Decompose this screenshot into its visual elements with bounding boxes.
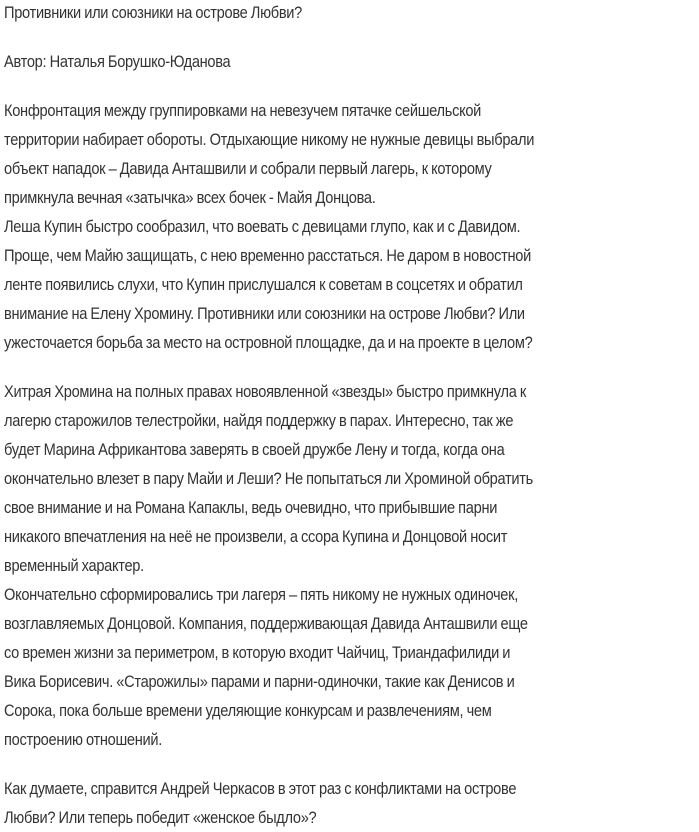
paragraph-line: примкнула вечная «затычка» всех бочек - Майя Донцова.: [4, 188, 376, 207]
paragraph-line: Конфронтация между группировками на невезучем пятачке сейшельской: [4, 101, 482, 120]
article-title: Противники или союзники на острове Любви?: [4, 3, 302, 22]
article-author: Автор: Наталья Борушко-Юданова: [4, 52, 231, 71]
paragraph-line: Сорока, пока больше времени уделяющие конкурсам и развлечениям, чем: [4, 701, 492, 720]
spacer: [4, 27, 699, 47]
paragraph-line: объект нападок – Давида Анташвили и собрали первый лагерь, к которому: [4, 159, 492, 178]
paragraph-line: территории набирает обороты. Отдыхающие никому не нужные девицы выбрали: [4, 130, 535, 149]
paragraph-line: Вика Борисевич. «Старожилы» парами и парни-одиночки, такие как Денисов и: [4, 672, 515, 691]
paragraph-line: никакого впечатления на неё не произвели, а ссора Купина и Донцовой носит: [4, 527, 508, 546]
spacer: [4, 754, 699, 774]
paragraph-line: окончательно влезет в пару Майи и Леши? Не попытаться ли Хроминой обратить: [4, 469, 533, 488]
spacer: [4, 76, 699, 96]
paragraph-line: ужесточается борьба за место на островной площадке, да и на проекте в целом?: [4, 333, 533, 352]
paragraph-2: [4, 377, 699, 754]
paragraph-1: [4, 96, 699, 357]
paragraph-line: внимание на Елену Хромину. Противники или союзники на острове Любви? Или: [4, 304, 525, 323]
paragraph-line: будет Марина Африкантова заверять в своей дружбе Лену и тогда, когда она: [4, 440, 505, 459]
paragraph-line: временный характер.: [4, 556, 144, 575]
paragraph-line: свое внимание и на Романа Капаклы, ведь очевидно, что прибывшие парни: [4, 498, 498, 517]
spacer: [4, 357, 699, 377]
paragraph-line: лагерю старожилов телестройки, найдя поддержку в парах. Интересно, так же: [4, 411, 514, 430]
paragraph-line: Окончательно сформировались три лагеря – пять никому не нужных одиночек,: [4, 585, 518, 604]
paragraph-line: Как думаете, справится Андрей Черкасов в этот раз с конфликтами на острове: [4, 779, 517, 798]
paragraph-line: ленте появились слухи, что Купин прислушался к советам в соцсетях и обратил: [4, 275, 523, 294]
paragraph-line: со времен жизни за периметром, в которую входит Чайчиц, Триандафилиди и: [4, 643, 511, 662]
paragraph-line: Проще, чем Майю защищать, с нею временно расстаться. Не даром в новостной: [4, 246, 532, 265]
paragraph-line: построению отношений.: [4, 730, 163, 749]
paragraph-line: Леша Купин быстро сообразил, что воевать с девицами глупо, как и с Давидом.: [4, 217, 521, 236]
paragraph-line: Любви? Или теперь победит «женское быдло»?: [4, 808, 317, 827]
paragraph-line: Хитрая Хромина на полных правах новоявленной «звезды» быстро примкнула к: [4, 382, 526, 401]
paragraph-line: возглавляемых Донцовой. Компания, поддерживающая Давида Анташвили еще: [4, 614, 528, 633]
paragraph-3: [4, 774, 699, 832]
